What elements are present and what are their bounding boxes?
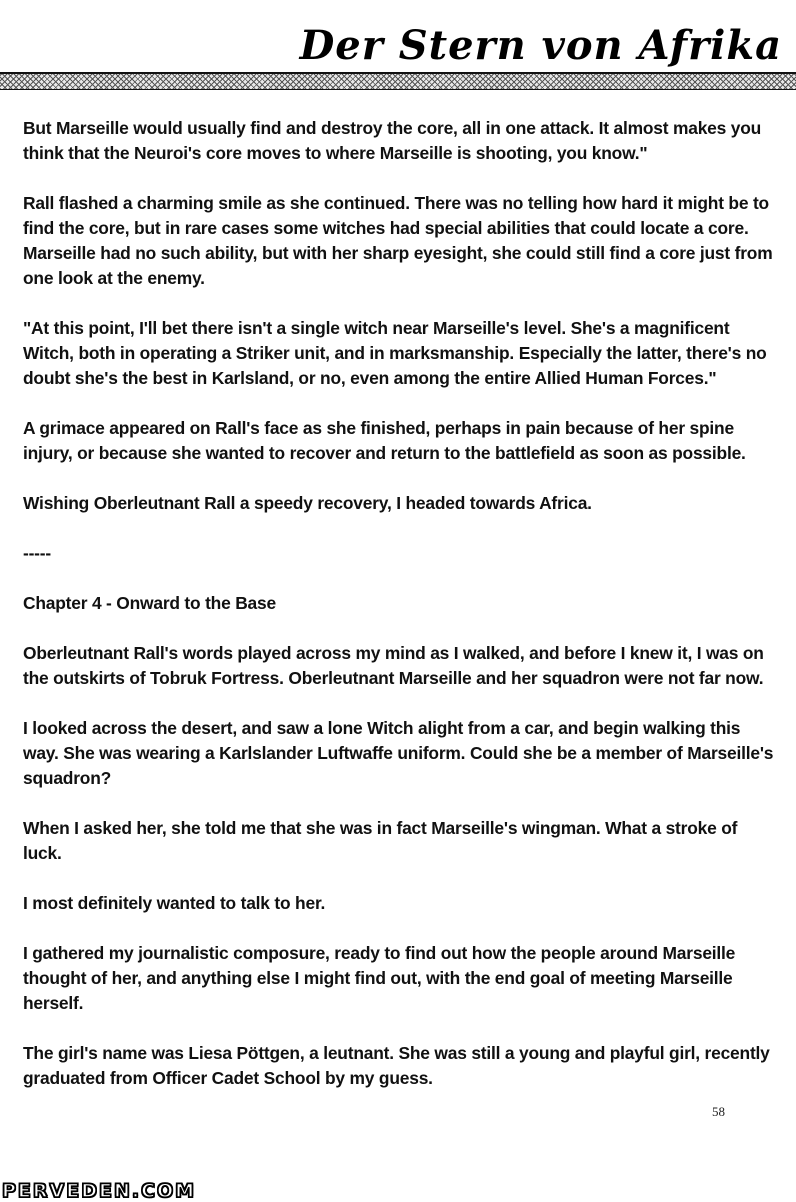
- chapter-heading: Der Stern von Afrika: [299, 22, 782, 69]
- chapter-title: Chapter 4 - Onward to the Base: [23, 593, 276, 613]
- paragraph: I most definitely wanted to talk to her.: [23, 893, 326, 913]
- paragraph: When I asked her, she told me that she was in fact Marseille's wingman. What a stroke of luck.: [23, 818, 738, 863]
- section-divider: -----: [23, 543, 51, 563]
- body-text: [23, 116, 775, 1116]
- paragraph: Wishing Oberleutnant Rall a speedy recovery, I headed towards Africa.: [23, 493, 592, 513]
- page-number: 58: [712, 1104, 725, 1119]
- header-hatched-band: [0, 72, 796, 90]
- paragraph: I gathered my journalistic composure, ready to find out how the people around Marseille thought of her, and anything else I might find out, with the end goal of meeting Marseille herself.: [23, 943, 736, 1013]
- paragraph: "At this point, I'll bet there isn't a single witch near Marseille's level. She's a magnificent Witch, both in operating a Striker unit, and in marksmanship. Especially the latter, there's no doubt she's the best in Karlsland, or no, even among the entire Allied Human Forces.": [23, 318, 767, 388]
- paragraph: But Marseille would usually find and destroy the core, all in one attack. It almost makes you think that the Neuroi's core moves to where Marseille is shooting, you know.": [23, 118, 762, 163]
- watermark: PERVEDEN.COM: [2, 1180, 197, 1202]
- paragraph: Oberleutnant Rall's words played across my mind as I walked, and before I knew it, I was on the outskirts of Tobruk Fortress. Oberleutnant Marseille and her squadron were not far now.: [23, 643, 764, 688]
- paragraph: A grimace appeared on Rall's face as she finished, perhaps in pain because of her spine injury, or because she wanted to recover and return to the battlefield as soon as possible.: [23, 418, 746, 463]
- paragraph: Rall flashed a charming smile as she continued. There was no telling how hard it might be to find the core, but in rare cases some witches had special abilities that could locate a core. Marseille had no such ability, but with her sharp eyesight, she could still find a core just from one look at the enemy.: [23, 193, 773, 288]
- paragraph: I looked across the desert, and saw a lone Witch alight from a car, and begin walking this way. She was wearing a Karlslander Luftwaffe uniform. Could she be a member of Marseille's squadron?: [23, 718, 774, 788]
- paragraph: The girl's name was Liesa Pöttgen, a leutnant. She was still a young and playful girl, recently graduated from Officer Cadet School by my guess.: [23, 1043, 770, 1088]
